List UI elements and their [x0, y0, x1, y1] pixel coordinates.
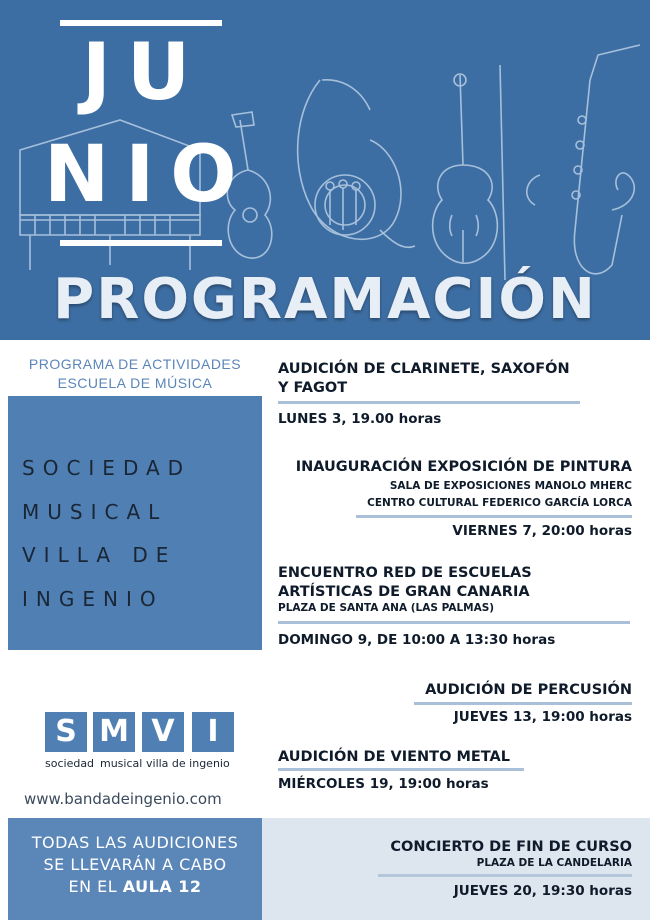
event-2-sub-line-1: SALA DE EXPOSICIONES MANOLO MHERC	[389, 480, 632, 492]
society-line-2: MUSICAL	[22, 500, 168, 524]
event-6-rule	[378, 874, 632, 877]
event-4-date: JUEVES 13, 19:00 horas	[453, 709, 632, 725]
event-3-sub-line-1: PLAZA DE SANTA ANA (LAS PALMAS)	[278, 602, 495, 614]
month-rule-bottom	[60, 240, 222, 246]
event-1-title-line-2: Y FAGOT	[278, 380, 348, 396]
month-rule-top	[60, 20, 222, 26]
society-line-4: INGENIO	[22, 587, 164, 611]
month-line-2: NIO	[44, 130, 253, 220]
month-line-1: JU	[81, 28, 207, 118]
event-3-date: DOMINGO 9, DE 10:00 A 13:30 horas	[278, 632, 556, 648]
event-5-rule	[278, 768, 524, 771]
event-4-title: AUDICIÓN DE PERCUSIÓN	[425, 682, 632, 698]
event-1-rule	[278, 401, 580, 404]
logo-word-2: musical	[100, 757, 143, 770]
event-3-title-line-2: ARTÍSTICAS DE GRAN CANARIA	[278, 584, 530, 600]
event-6-date: JUEVES 20, 19:30 horas	[453, 883, 632, 899]
event-4-rule	[414, 702, 632, 705]
subtitle-line-1: PROGRAMA DE ACTIVIDADES	[28, 356, 242, 372]
website-link[interactable]: www.bandadeingenio.com	[24, 790, 222, 808]
logo-word-1: sociedad	[45, 757, 95, 770]
footer-line-3	[8, 877, 262, 896]
footer-line-3-prefix: EN EL	[68, 877, 123, 896]
event-5-title: AUDICIÓN DE VIENTO METAL	[278, 749, 510, 765]
footer-line-2: SE LLEVARÁN A CABO	[43, 855, 227, 874]
footer-classroom: AULA 12	[122, 877, 202, 896]
logo-letter-i: I	[192, 712, 234, 752]
french-horn-icon	[298, 80, 415, 248]
logo-word-3: villa de ingenio	[146, 757, 230, 770]
footer-line-1: TODAS LAS AUDICIONES	[31, 833, 239, 852]
logo-letter-m: M	[93, 712, 135, 752]
logo-letter-s: S	[45, 712, 87, 752]
event-3-title-line-1: ENCUENTRO RED DE ESCUELAS	[278, 565, 532, 581]
subtitle-line-2: ESCUELA DE MÚSICA	[57, 375, 213, 391]
violin-icon	[433, 65, 505, 280]
event-2-sub-line-2: CENTRO CULTURAL FEDERICO GARCÍA LORCA	[367, 497, 632, 509]
page-title: PROGRAMACIÓN	[53, 267, 597, 332]
saxophone-icon	[527, 45, 640, 274]
event-6-title: CONCIERTO DE FIN DE CURSO	[390, 839, 632, 855]
event-5-date: MIÉRCOLES 19, 19:00 horas	[278, 776, 489, 792]
society-line-1: SOCIEDAD	[22, 456, 192, 480]
society-line-3: VILLA DE	[22, 543, 177, 567]
event-2-rule	[356, 515, 632, 518]
event-1-date: LUNES 3, 19.00 horas	[278, 411, 442, 427]
event-1-title-line-1: AUDICIÓN DE CLARINETE, SAXOFÓN	[278, 361, 570, 377]
event-2-title: INAUGURACIÓN EXPOSICIÓN DE PINTURA	[295, 459, 632, 475]
logo-letter-v: V	[142, 712, 184, 752]
event-2-date: VIERNES 7, 20:00 horas	[452, 523, 632, 539]
event-6-sub-line-1: PLAZA DE LA CANDELARIA	[476, 857, 632, 869]
event-3-rule	[278, 621, 630, 624]
